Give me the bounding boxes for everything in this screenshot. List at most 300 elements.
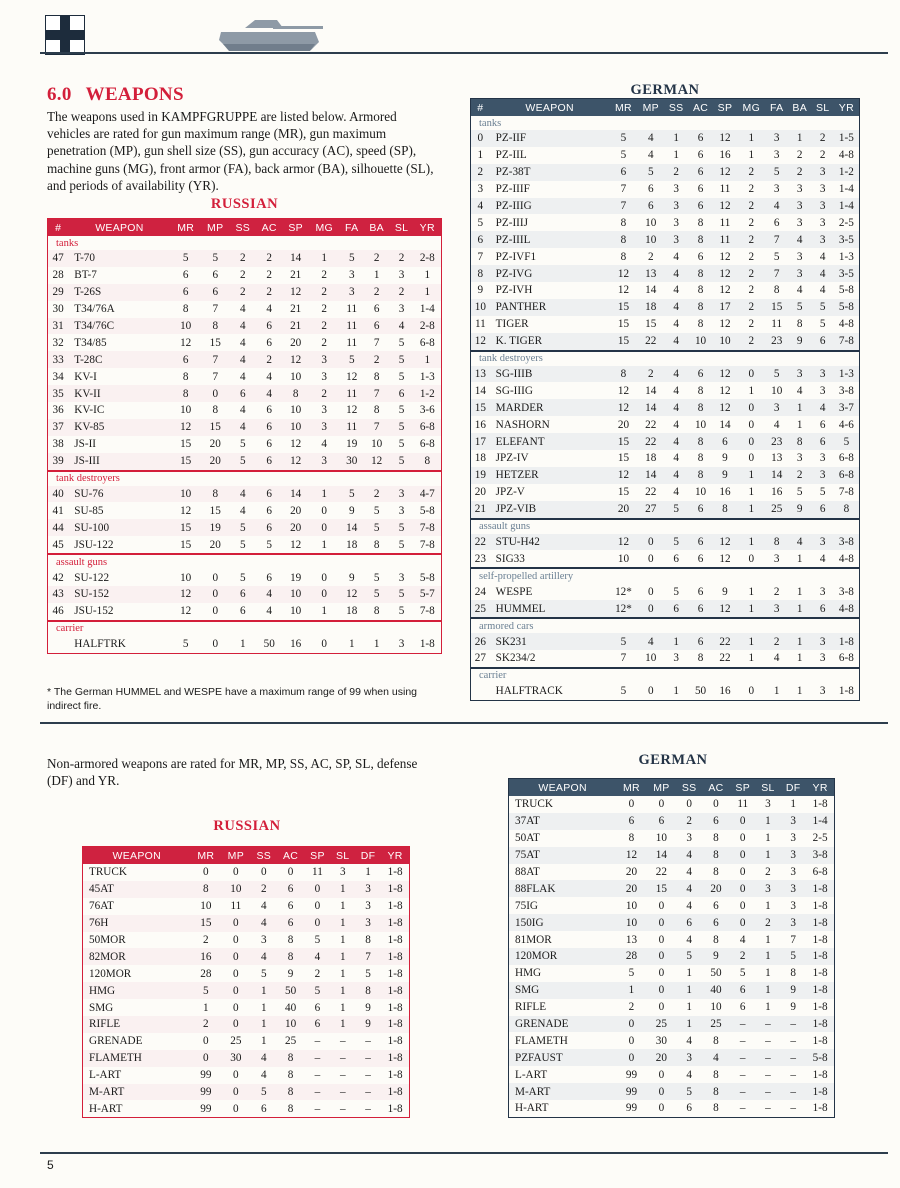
table-cell: 1 xyxy=(321,538,328,551)
column-header: FA xyxy=(769,101,784,114)
table-cell: – xyxy=(739,1068,746,1081)
table-cell: 9 xyxy=(780,982,806,999)
table-cell: – xyxy=(780,1016,806,1033)
table-cell: 20 xyxy=(616,880,646,897)
table-cell: 8 xyxy=(355,982,381,999)
table-cell: 6 xyxy=(364,318,390,335)
russian-armored-table xyxy=(47,218,442,654)
table-cell: 10 xyxy=(645,652,657,665)
table-cell: 37AT xyxy=(509,813,617,830)
table-cell: 3 xyxy=(673,183,679,196)
table-cell: 1-8 xyxy=(387,1035,403,1048)
table-cell: 0 xyxy=(221,915,250,932)
table-cell: T-28C xyxy=(68,351,170,368)
table-cell: 2 xyxy=(788,467,812,484)
table-cell: RIFLE xyxy=(515,1001,547,1014)
table-cell: 1 xyxy=(414,351,442,368)
table-cell: 3 xyxy=(780,914,806,931)
table-cell: 3 xyxy=(766,130,788,147)
table-cell: 6 xyxy=(304,1016,330,1033)
table-cell: 38 xyxy=(52,438,64,451)
table-cell: MARDER xyxy=(490,399,610,416)
table-cell: 1 xyxy=(796,685,803,698)
table-row xyxy=(471,231,860,248)
table-cell: 8 xyxy=(713,1068,719,1081)
table-row xyxy=(471,164,860,181)
table-cell: 4 xyxy=(304,948,330,965)
table-cell: PZ-IVG xyxy=(490,265,610,282)
table-cell: 5 xyxy=(182,638,189,651)
table-cell: 6 xyxy=(266,404,272,417)
table-cell: 1 xyxy=(251,1016,277,1033)
table-cell: HETZER xyxy=(490,467,610,484)
table-cell: PZ-IIIF xyxy=(495,183,530,196)
table-cell: 0 xyxy=(658,933,665,946)
table-cell: 8 xyxy=(697,284,704,297)
table-cell: 0 xyxy=(260,866,267,879)
table-cell: 4 xyxy=(230,486,256,503)
table-cell: 0 xyxy=(748,452,755,465)
table-cell: 0 xyxy=(658,1102,665,1115)
table-cell: 3 xyxy=(673,652,679,665)
table-cell: 2 xyxy=(676,813,702,830)
table-cell: 1 xyxy=(331,982,355,999)
table-cell: 0 xyxy=(304,915,330,932)
table-cell: 0 xyxy=(739,866,746,878)
table-cell: 6 xyxy=(373,303,380,316)
table-cell: 1-8 xyxy=(381,982,409,999)
table-cell: SIG33 xyxy=(495,552,525,565)
table-row xyxy=(509,982,835,999)
table-cell: 8 xyxy=(697,216,704,229)
table-cell: 2 xyxy=(788,164,812,181)
table-cell: 1 xyxy=(616,982,646,999)
table-cell: 12 xyxy=(290,538,302,551)
table-row xyxy=(471,181,860,198)
table-cell: 20 xyxy=(209,538,221,551)
table-cell: 0 xyxy=(739,899,746,912)
table-cell: 5 xyxy=(239,571,246,584)
table-cell: 12 xyxy=(171,586,201,603)
table-cell: 10 xyxy=(180,404,192,417)
table-cell: 6 xyxy=(702,813,729,830)
table-cell: 4 xyxy=(673,486,679,499)
table-cell: 0 xyxy=(658,1068,665,1081)
table-cell: 4 xyxy=(266,370,272,383)
table-cell: 8 xyxy=(620,216,627,229)
table-cell: 1-8 xyxy=(387,1001,403,1014)
table-cell: 0 xyxy=(658,798,665,811)
table-cell: 6 xyxy=(171,284,201,301)
column-header: SL xyxy=(815,101,830,114)
table-cell: 0 xyxy=(658,1001,665,1014)
table-cell: ELEFANT xyxy=(490,433,610,450)
table-cell: 8 xyxy=(713,832,719,845)
table-cell: 4 xyxy=(260,1069,267,1082)
table-row xyxy=(83,1100,410,1117)
table-cell: 1 xyxy=(339,934,346,946)
table-cell: – xyxy=(739,1102,746,1115)
table-cell: 4 xyxy=(819,552,826,565)
table-cell: 1 xyxy=(676,1016,702,1033)
table-cell: 3 xyxy=(773,149,780,162)
table-cell: PZ-IIIJ xyxy=(495,216,528,229)
table-cell: 3 xyxy=(812,633,834,650)
table-cell: 2 xyxy=(756,914,780,931)
table-cell: 6 xyxy=(256,486,283,503)
table-cell: 1-4 xyxy=(806,813,834,830)
table-row xyxy=(48,603,442,621)
table-cell: NASHORN xyxy=(495,418,550,431)
table-cell: 5 xyxy=(390,519,414,536)
table-row xyxy=(509,965,835,982)
table-cell: 40 xyxy=(285,1001,297,1014)
table-cell: 11 xyxy=(474,318,486,331)
table-cell: TRUCK xyxy=(515,798,553,811)
table-row xyxy=(471,299,860,316)
table-row xyxy=(471,650,860,668)
table-cell: 4 xyxy=(686,1034,692,1047)
column-header: SP xyxy=(735,781,751,794)
table-cell: – xyxy=(314,1035,321,1048)
table-cell: 5 xyxy=(373,504,380,517)
category-label: carrier xyxy=(48,621,442,636)
table-cell: 3 xyxy=(309,419,340,436)
table-cell: 4 xyxy=(239,303,246,316)
table-cell: 3 xyxy=(339,866,346,879)
table-cell: 5 xyxy=(628,967,635,980)
table-cell: HMG xyxy=(83,982,191,999)
russian-armored-title: RUSSIAN xyxy=(210,196,279,212)
table-cell: 3 xyxy=(756,880,780,897)
table-cell: 4 xyxy=(686,899,692,912)
table-cell: 7 xyxy=(477,250,484,263)
column-header: WEAPON xyxy=(538,781,587,794)
table-cell: 1 xyxy=(796,418,803,431)
table-cell: 6 xyxy=(260,1102,267,1115)
table-cell: 3 xyxy=(790,866,796,878)
german-nonarmored-table xyxy=(508,778,835,1118)
table-cell: 12 xyxy=(719,284,731,297)
table-cell: 120MOR xyxy=(509,948,617,965)
table-cell: 50 xyxy=(710,967,722,980)
table-row xyxy=(471,248,860,265)
footnote: * The German HUMMEL and WESPE have a maximum range of 99 when using indirect fire. xyxy=(47,686,418,712)
table-cell: 1 xyxy=(676,982,702,999)
table-cell: 7 xyxy=(364,385,390,402)
table-row xyxy=(509,897,835,914)
table-cell: 8 xyxy=(697,318,704,331)
table-row xyxy=(83,948,410,965)
table-cell: 4 xyxy=(256,586,283,603)
table-cell: 10 xyxy=(713,333,737,351)
table-cell: 0 xyxy=(637,600,664,618)
table-cell: 2 xyxy=(748,216,755,229)
table-cell: 12 xyxy=(346,404,358,417)
table-cell: 1 xyxy=(748,585,755,598)
table-cell: 3 xyxy=(309,351,340,368)
table-cell: 3 xyxy=(355,881,381,898)
table-cell: 6 xyxy=(697,585,704,598)
table-cell: 2-8 xyxy=(414,250,442,267)
table-cell: 14 xyxy=(637,399,664,416)
table-cell: 20 xyxy=(201,453,230,471)
table-cell: 5 xyxy=(314,934,321,946)
table-cell: – xyxy=(790,1034,796,1047)
table-cell: 5-8 xyxy=(806,1049,834,1066)
table-cell: – xyxy=(756,1083,780,1100)
table-cell: 2 xyxy=(471,164,490,181)
table-cell: 7 xyxy=(373,336,380,349)
table-cell: 6 xyxy=(664,600,688,618)
table-cell: 6 xyxy=(673,552,679,565)
table-cell: 16 xyxy=(771,486,783,499)
table-cell: 10 xyxy=(221,881,250,898)
table-cell: 6 xyxy=(314,1001,321,1014)
table-cell: 8 xyxy=(688,265,713,282)
footer-rule xyxy=(40,1152,888,1154)
table-cell: 1-8 xyxy=(387,934,403,946)
table-cell: 0 xyxy=(628,798,635,811)
table-cell: 0 xyxy=(730,813,756,830)
table-cell: 7-8 xyxy=(419,605,435,618)
table-cell: 0 xyxy=(647,685,654,698)
table-cell: – xyxy=(331,1050,355,1067)
table-row xyxy=(83,932,410,949)
table-row xyxy=(48,502,442,519)
table-cell: SG-IIIB xyxy=(490,366,610,383)
table-cell: 1-2 xyxy=(414,385,442,402)
table-cell: 1-8 xyxy=(812,967,828,980)
table-cell: 1-8 xyxy=(812,1001,828,1014)
table-cell: – xyxy=(365,1069,371,1082)
table-cell: 75IG xyxy=(515,899,538,912)
table-row xyxy=(471,600,860,618)
table-cell: 3 xyxy=(796,183,803,196)
table-row xyxy=(471,282,860,299)
table-cell: SK231 xyxy=(490,633,610,650)
table-row xyxy=(509,999,835,1016)
table-cell: 1 xyxy=(203,1001,209,1014)
table-cell: 1 xyxy=(796,552,803,565)
table-cell: 3 xyxy=(819,452,826,465)
table-cell: 5-8 xyxy=(419,571,435,584)
table-cell: 6 xyxy=(637,198,664,215)
table-row xyxy=(509,914,835,931)
table-cell: 12 xyxy=(283,453,309,471)
table-cell: 3 xyxy=(780,880,806,897)
table-cell: 22 xyxy=(645,486,657,499)
table-cell: 1-8 xyxy=(812,899,828,912)
table-cell: 1 xyxy=(796,585,803,598)
table-cell: 14 xyxy=(645,284,657,297)
column-header: SS xyxy=(668,101,684,114)
table-cell: 7-8 xyxy=(834,333,860,351)
table-cell: 6 xyxy=(819,418,826,431)
table-cell: 5 xyxy=(340,250,364,267)
table-cell: 1 xyxy=(796,652,803,665)
table-cell: 6-8 xyxy=(838,652,854,665)
table-row xyxy=(48,368,442,385)
table-cell: 20 xyxy=(283,519,309,536)
table-cell: – xyxy=(365,1102,371,1115)
column-header: MG xyxy=(742,101,761,114)
table-cell: JSU-122 xyxy=(74,538,114,551)
table-row xyxy=(509,1049,835,1066)
table-cell: – xyxy=(765,1034,771,1047)
table-cell: 15 xyxy=(180,438,192,451)
table-cell: 24 xyxy=(474,585,486,598)
table-cell: 6 xyxy=(702,914,729,931)
table-cell: 2 xyxy=(256,284,283,301)
table-cell: 7 xyxy=(212,370,219,383)
table-cell: 8 xyxy=(688,433,713,450)
table-cell: 18 xyxy=(645,452,657,465)
table-cell: 12 xyxy=(617,284,630,297)
table-cell: 5 xyxy=(620,685,627,698)
table-cell: 1 xyxy=(765,933,771,946)
table-cell: 12 xyxy=(713,600,737,618)
table-cell: 1 xyxy=(331,948,355,965)
table-cell: H-ART xyxy=(515,1102,549,1115)
table-cell: – xyxy=(339,1102,346,1115)
table-cell: 15 xyxy=(471,399,490,416)
column-header: MP xyxy=(207,221,224,234)
table-cell: 3 xyxy=(819,652,826,665)
table-cell: 6 xyxy=(212,269,219,282)
table-cell: 8 xyxy=(697,452,704,465)
table-cell: 0 xyxy=(212,605,219,618)
table-cell: 8 xyxy=(713,1102,719,1115)
table-cell: 26 xyxy=(471,633,490,650)
table-cell: HALFTRACK xyxy=(495,685,563,698)
table-cell: 13 xyxy=(771,452,783,465)
table-cell: 22 xyxy=(655,866,667,878)
table-row xyxy=(83,1050,410,1067)
table-cell: 4 xyxy=(673,384,679,397)
table-cell: 4 xyxy=(796,384,803,397)
table-cell: 6 xyxy=(647,813,676,830)
table-cell: 6 xyxy=(688,600,713,618)
table-cell: 20 xyxy=(617,418,630,431)
table-cell: 4 xyxy=(788,534,812,551)
table-cell: 8 xyxy=(191,881,222,898)
column-header: AC xyxy=(261,221,277,234)
table-cell: 1 xyxy=(788,600,812,618)
table-cell: 2 xyxy=(737,299,766,316)
table-row xyxy=(509,931,835,948)
table-cell: 3 xyxy=(819,384,826,397)
table-cell: 2 xyxy=(230,284,256,301)
table-cell: 8 xyxy=(688,299,713,316)
table-cell: TIGER xyxy=(495,318,529,331)
table-cell: 12 xyxy=(283,351,309,368)
table-cell: 12 xyxy=(180,605,192,618)
table-cell: 1 xyxy=(251,982,277,999)
table-cell: 11 xyxy=(719,216,731,229)
table-cell: 8 xyxy=(171,385,201,402)
table-cell: 2 xyxy=(239,269,246,282)
table-cell: 30 xyxy=(52,303,64,316)
table-cell: 6-8 xyxy=(419,336,435,349)
column-header: MG xyxy=(315,221,333,234)
table-cell: 8 xyxy=(365,934,371,946)
table-cell: 7 xyxy=(766,231,788,248)
table-cell: 14 xyxy=(645,384,657,397)
table-cell: 3-8 xyxy=(838,384,854,397)
table-cell: 15 xyxy=(209,504,221,517)
table-cell: 6 xyxy=(688,164,713,181)
table-cell: 2 xyxy=(773,585,780,598)
table-cell: 14 xyxy=(283,250,309,267)
table-cell: 12 xyxy=(719,384,731,397)
table-cell: 0 xyxy=(730,880,756,897)
table-cell: 9 xyxy=(788,501,812,519)
table-cell: 1 xyxy=(686,1001,692,1014)
table-cell: – xyxy=(304,1084,330,1101)
table-cell: 5 xyxy=(766,164,788,181)
table-cell: 2 xyxy=(730,948,756,965)
table-cell: 6 xyxy=(812,501,834,519)
table-row xyxy=(48,301,442,318)
table-cell: 5 xyxy=(398,538,405,551)
table-cell: 25 xyxy=(285,1035,297,1048)
table-cell: 0 xyxy=(212,638,219,651)
table-cell: 1-8 xyxy=(387,1102,403,1115)
table-cell: 15 xyxy=(180,538,192,551)
table-cell: 4 xyxy=(230,419,256,436)
table-cell: 1 xyxy=(331,1016,355,1033)
table-cell: 5 xyxy=(239,438,246,451)
table-cell: 20 xyxy=(610,501,638,519)
table-cell: 1-8 xyxy=(834,633,860,650)
table-cell: 18 xyxy=(346,538,358,551)
table-cell: 12 xyxy=(719,250,731,263)
table-cell: 5 xyxy=(676,948,702,965)
table-cell: 1 xyxy=(788,399,812,416)
table-cell: 6 xyxy=(739,1001,746,1014)
category-label: tanks xyxy=(56,237,79,249)
column-header: MP xyxy=(642,101,659,114)
table-cell: 12 xyxy=(713,130,737,147)
table-cell: 5 xyxy=(365,967,371,980)
table-cell: 0 xyxy=(191,1050,222,1067)
table-cell: 1 xyxy=(737,534,766,551)
table-cell: 9 xyxy=(788,333,812,351)
table-cell: 8 xyxy=(688,467,713,484)
table-cell: 9 xyxy=(348,571,355,584)
table-cell: 9 xyxy=(702,948,729,965)
table-cell: 99 xyxy=(616,1083,646,1100)
table-cell: 6 xyxy=(266,571,272,584)
table-cell: 9 xyxy=(355,1016,381,1033)
table-cell: 6 xyxy=(773,216,780,229)
table-cell: 2 xyxy=(309,385,340,402)
column-header: SL xyxy=(761,781,775,794)
table-cell: 6-8 xyxy=(838,452,854,465)
table-cell: 3 xyxy=(812,366,834,383)
table-cell: 4 xyxy=(321,438,328,451)
table-cell: 5 xyxy=(812,299,834,316)
table-cell: 8 xyxy=(790,967,796,980)
table-cell: SU-100 xyxy=(68,519,170,536)
table-cell: 8 xyxy=(713,866,719,878)
table-cell: 0 xyxy=(616,1049,646,1066)
table-row xyxy=(509,1066,835,1083)
table-row xyxy=(471,333,860,351)
table-cell: SK234/2 xyxy=(495,652,536,665)
table-cell: 4 xyxy=(702,1049,729,1066)
